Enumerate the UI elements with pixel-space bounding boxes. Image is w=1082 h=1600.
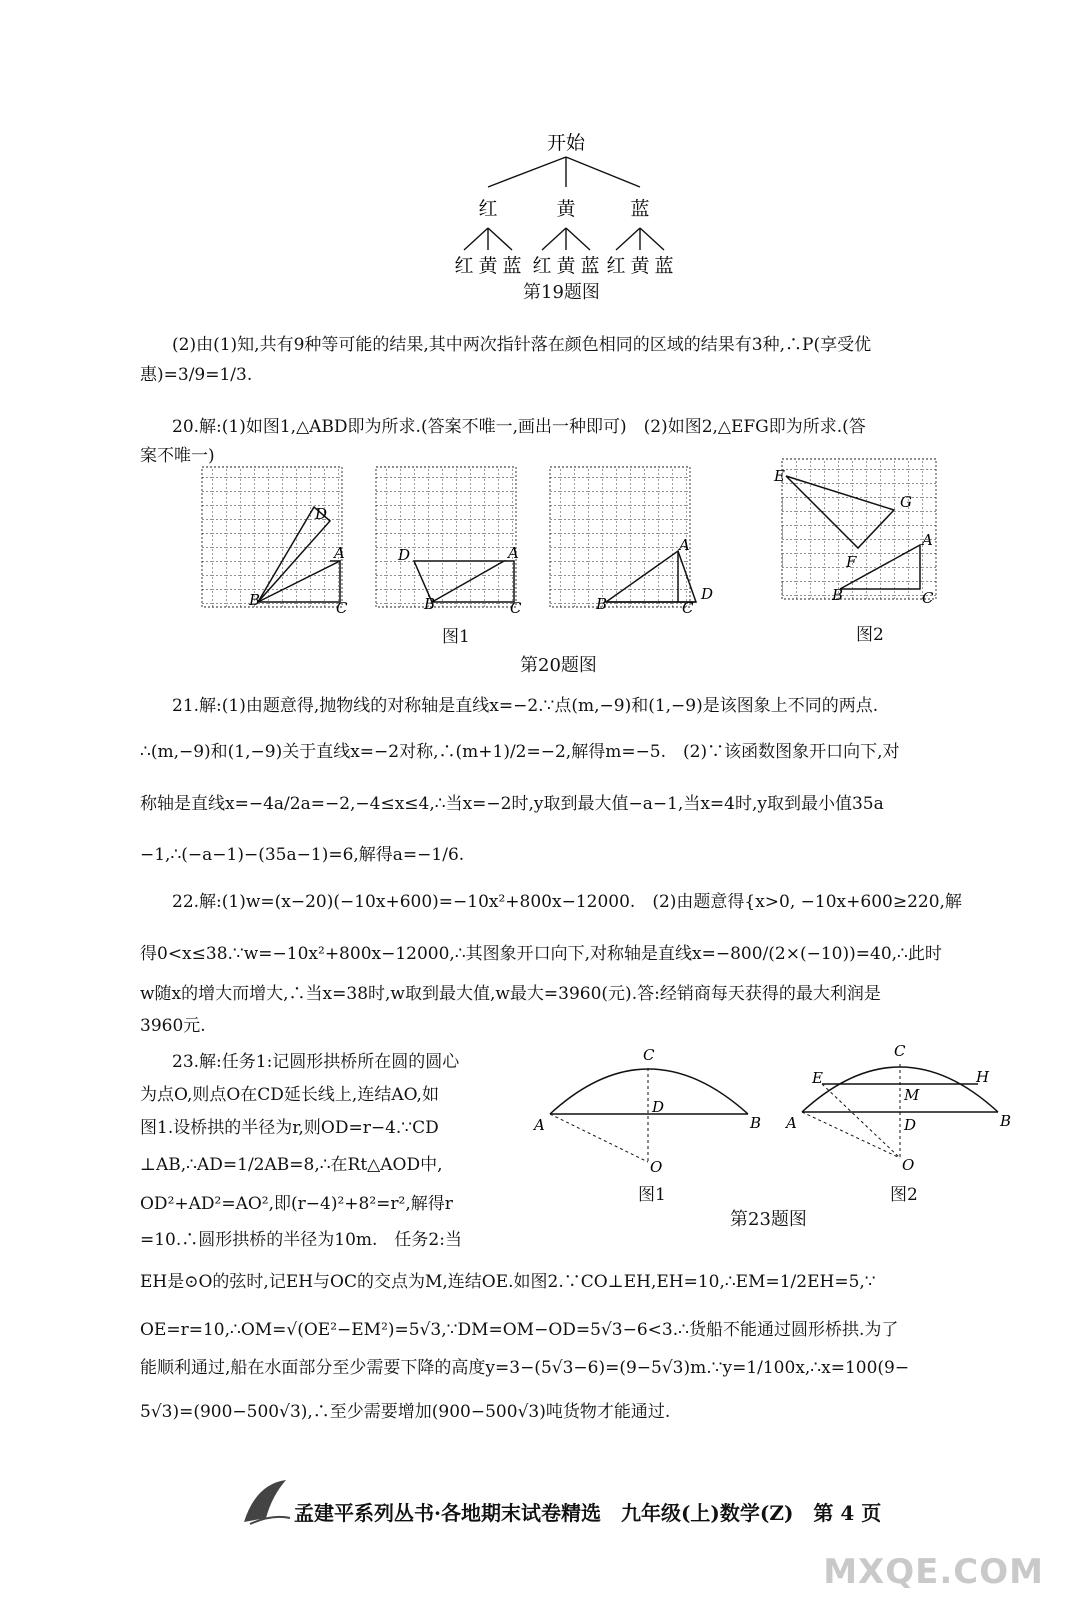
tree-l2-red: 红 <box>532 255 552 277</box>
svg-text:D: D <box>398 546 411 564</box>
caption-fig23: 第23题图 <box>730 1209 807 1230</box>
solution-23-line6: =10.∴圆形拱桥的半径为10m. 任务2:当 <box>140 1230 462 1250</box>
bridge-figure-1 <box>528 1040 768 1200</box>
watermark: MXQE.COM <box>823 1552 1044 1592</box>
svg-text:O: O <box>650 1158 663 1176</box>
svg-text:A: A <box>534 1116 545 1134</box>
svg-text:D: D <box>904 1116 917 1134</box>
solution-23-line7: EH是⊙O的弦时,记EH与OC的交点为M,连结OE.如图2.∵CO⊥EH,EH=10,∴EM=1/2EH=5,∵ <box>140 1272 876 1292</box>
svg-text:H: H <box>976 1068 990 1086</box>
solution-22-line3: w随x的增大而增大,∴当x=38时,w取到最大值,w最大=3960(元).答:经销商每天获得的最大利润是 <box>140 984 881 1004</box>
svg-text:C: C <box>510 599 522 617</box>
tree-l2-red: 红 <box>606 255 626 277</box>
solution-22-line1: 22.解:(1)w=(x−20)(−10x+600)=−10x²+800x−12000. (2)由题意得{x>0, −10x+600≥220,解 <box>172 892 962 912</box>
solution-23-line8: OE=r=10,∴OM=√(OE²−EM²)=5√3,∵DM=OM−OD=5√3−6<3.∴货船不能通过圆形桥拱.为了 <box>140 1320 899 1340</box>
caption-fig23-2: 图2 <box>890 1185 918 1205</box>
svg-text:C: C <box>894 1042 906 1060</box>
svg-text:F: F <box>846 553 857 571</box>
svg-text:C: C <box>336 599 348 617</box>
tree-l1-red: 红 <box>478 198 498 220</box>
svg-text:A: A <box>334 544 345 562</box>
svg-text:B: B <box>832 586 844 604</box>
solution-19-line1: (2)由(1)知,共有9种等可能的结果,其中两次指针落在颜色相同的区域的结果有3种,∴P(享受优 <box>172 335 872 355</box>
caption-fig19: 第19题图 <box>523 282 600 303</box>
solution-21-line2: ∴(m,−9)和(1,−9)关于直线x=−2对称,∴(m+1)/2=−2,解得m=−5. (2)∵该函数图象开口向下,对 <box>140 742 900 762</box>
tree-l1-yellow: 黄 <box>556 198 576 220</box>
svg-text:D: D <box>701 585 714 603</box>
solution-23-line2: 为点O,则点O在CD延长线上,连结AO,如 <box>140 1085 439 1105</box>
caption-fig23-1: 图1 <box>638 1185 666 1205</box>
svg-text:A: A <box>786 1114 797 1132</box>
svg-text:M: M <box>904 1086 920 1104</box>
svg-text:D: D <box>315 505 328 523</box>
book-logo-icon <box>236 1474 296 1532</box>
solution-20-line1: 20.解:(1)如图1,△ABD即为所求.(答案不唯一,画出一种即可) (2)如图2,△EFG即为所求.(答 <box>172 417 866 437</box>
svg-text:E: E <box>774 467 785 485</box>
svg-text:E: E <box>812 1069 823 1087</box>
solution-22-line2: 得0<x≤38.∵w=−10x²+800x−12000,∴其图象开口向下,对称轴是直线x=−800/(2×(−10))=40,∴此时 <box>140 944 942 964</box>
solution-19-line2: 惠)=3/9=1/3. <box>140 365 253 385</box>
tree-l1-blue: 蓝 <box>630 198 650 220</box>
tree-l2-red: 红 <box>454 255 474 277</box>
svg-text:A: A <box>508 544 519 562</box>
svg-text:B: B <box>750 1114 762 1132</box>
svg-text:A: A <box>922 531 933 549</box>
grid-figure-1c <box>546 463 721 618</box>
tree-l2-yellow: 黄 <box>556 255 576 277</box>
grid-figure-2 <box>768 455 948 615</box>
solution-23-line5: OD²+AD²=AO²,即(r−4)²+8²=r²,解得r <box>140 1194 453 1214</box>
grid-figure-1b <box>372 463 532 618</box>
caption-fig20: 第20题图 <box>520 655 597 676</box>
bridge-figure-2 <box>782 1040 1022 1200</box>
svg-text:C: C <box>682 599 694 617</box>
svg-text:B: B <box>249 591 261 609</box>
svg-text:A: A <box>679 536 690 554</box>
solution-21-line3: 称轴是直线x=−4a/2a=−2,−4≤x≤4,∴当x=−2时,y取到最大值−a−1,当x=4时,y取到最小值35a <box>140 794 884 814</box>
page-footer: 孟建平系列丛书·各地期末试卷精选 九年级(上)数学(Z) 第 4 页 <box>294 1501 882 1525</box>
tree-root: 开始 <box>546 132 586 154</box>
solution-23-line10: 5√3)=(900−500√3),∴至少需要增加(900−500√3)吨货物才能通过. <box>140 1402 671 1422</box>
svg-text:B: B <box>596 595 608 613</box>
solution-21-line1: 21.解:(1)由题意得,抛物线的对称轴是直线x=−2.∵点(m,−9)和(1,−9)是该图象上不同的两点. <box>172 696 879 716</box>
caption-fig20-1: 图1 <box>442 627 470 647</box>
solution-22-line4: 3960元. <box>140 1016 206 1036</box>
svg-text:B: B <box>424 595 436 613</box>
solution-23-line1: 23.解:任务1:记圆形拱桥所在圆的圆心 <box>172 1052 460 1072</box>
tree-diagram <box>440 125 700 285</box>
caption-fig20-2: 图2 <box>856 625 884 645</box>
solution-23-line4: ⊥AB,∴AD=1/2AB=8,∴在Rt△AOD中, <box>140 1155 443 1175</box>
solution-23-line3: 图1.设桥拱的半径为r,则OD=r−4.∵CD <box>140 1118 439 1138</box>
svg-text:O: O <box>902 1156 915 1174</box>
svg-text:D: D <box>652 1098 665 1116</box>
tree-l2-yellow: 黄 <box>478 255 498 277</box>
tree-l2-blue: 蓝 <box>654 255 674 277</box>
tree-l2-blue: 蓝 <box>502 255 522 277</box>
svg-text:G: G <box>900 493 912 511</box>
svg-text:B: B <box>1000 1112 1012 1130</box>
solution-23-line9: 能顺利通过,船在水面部分至少需要下降的高度y=3−(5√3−6)=(9−5√3)m.∵y=1/100x,∴x=100(9− <box>140 1358 910 1378</box>
tree-l2-yellow: 黄 <box>630 255 650 277</box>
tree-l2-blue: 蓝 <box>580 255 600 277</box>
svg-text:C: C <box>643 1046 655 1064</box>
svg-text:C: C <box>922 589 934 607</box>
solution-20-line2: 案不唯一) <box>140 446 215 466</box>
solution-21-line4: −1,∴(−a−1)−(35a−1)=6,解得a=−1/6. <box>140 845 465 865</box>
grid-figure-1a <box>198 463 358 618</box>
